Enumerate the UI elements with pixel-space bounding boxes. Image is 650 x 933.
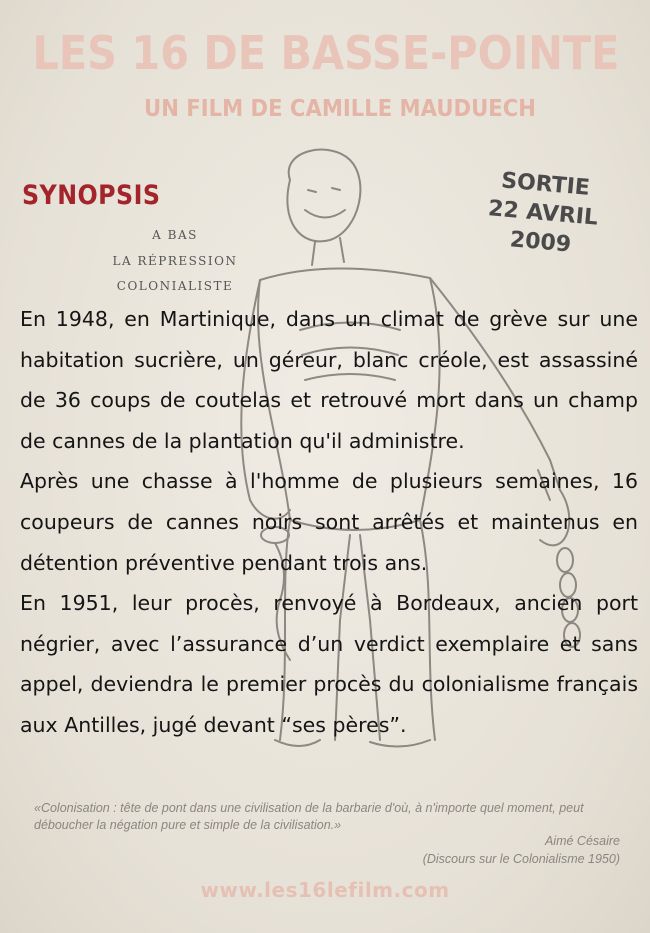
film-title: LES 16 DE BASSE-POINTE (32, 26, 620, 80)
cesaire-quote: «Colonisation : tête de pont dans une civilisation de la barbarie d'où, à n'importe quel moment, peut déboucher la négation pure et simple de la civilisation.» (34, 801, 584, 832)
quote-author: Aimé Césaire (544, 834, 620, 848)
release-label: SORTIE (500, 168, 591, 201)
synopsis-text (20, 299, 638, 746)
release-stamp (474, 165, 611, 263)
film-subtitle: UN FILM DE CAMILLE MAUDUECH (144, 96, 536, 122)
protest-sign-line-3: COLONIALISTE (116, 279, 234, 293)
protest-sign-line-1: A BAS (152, 228, 198, 242)
synopsis-paragraph: En 1951, leur procès, renvoyé à Bordeaux, ancien port négrier, avec l’assurance d’un verdict exemplaire et sans appel, deviendra le premier procès du colonialisme français aux Antilles, jugé devant “ses pères”. (20, 591, 638, 737)
website-link[interactable]: www.les16lefilm.com (200, 878, 450, 902)
synopsis-paragraph: En 1948, en Martinique, dans un climat de grève sur une habitation sucrière, un géreur, blanc créole, est assassiné de 36 coups de coutelas et retrouvé mort dans un champ de cannes de la plantation qu'il administre. (20, 307, 638, 453)
release-date: 22 AVRIL (487, 196, 599, 231)
protest-sign-line-2: LA RÉPRESSION (112, 254, 238, 268)
release-year: 2009 (508, 227, 573, 258)
quote-source: (Discours sur le Colonialisme 1950) (422, 852, 620, 866)
synopsis-heading: SYNOPSIS (22, 180, 161, 211)
synopsis-paragraph: Après une chasse à l'homme de plusieurs semaines, 16 coupeurs de cannes noirs sont arrêtés et maintenus en détention préventive pendant trois ans. (20, 469, 638, 575)
